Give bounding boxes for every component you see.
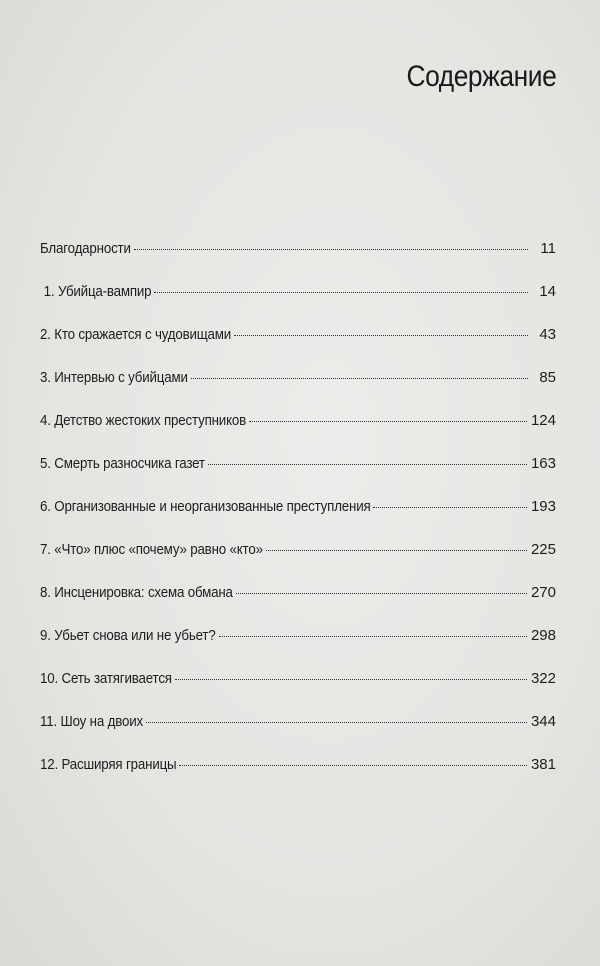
toc-entry-page: 43 <box>539 326 556 343</box>
dot-leader <box>146 722 527 723</box>
toc-entry <box>40 455 556 498</box>
toc-entry-page: 225 <box>530 541 556 558</box>
dot-leader <box>175 679 527 680</box>
toc-entry-title: 1. Убийца-вампир <box>43 284 152 300</box>
toc-entry-page: 14 <box>539 283 556 300</box>
toc-entry-page: 85 <box>539 369 556 386</box>
toc-entry-title: Благодарности <box>40 241 131 257</box>
toc-entry <box>40 713 556 756</box>
toc-entry <box>40 283 556 326</box>
dot-leader <box>266 550 527 551</box>
toc-entry-title: 3. Интервью с убийцами <box>40 370 188 386</box>
toc-entry-page: 124 <box>530 412 556 429</box>
toc-entry-title: 11. Шоу на двоих <box>40 714 143 730</box>
toc-entry <box>40 412 556 455</box>
dot-leader <box>208 464 527 465</box>
toc-entry-page: 381 <box>530 756 556 773</box>
dot-leader <box>191 378 528 379</box>
dot-leader <box>134 249 528 250</box>
toc-entry <box>40 584 556 627</box>
toc-entry <box>40 369 556 412</box>
toc-entry-title: 7. «Что» плюс «почему» равно «кто» <box>40 542 263 558</box>
toc-entry-title: 4. Детство жестоких преступников <box>40 413 247 429</box>
toc-entry-title: 9. Убьет снова или не убьет? <box>40 628 216 644</box>
toc-entry-title: 10. Сеть затягивается <box>40 671 172 687</box>
dot-leader <box>234 335 528 336</box>
toc-entry-title: 6. Организованные и неорганизованные преступления <box>40 499 371 515</box>
toc-entry-page: 344 <box>530 713 556 730</box>
toc-entry-page: 322 <box>530 670 556 687</box>
toc-entry-title: 2. Кто сражается с чудовищами <box>40 327 232 343</box>
dot-leader <box>373 507 527 508</box>
toc-entry-page: 193 <box>530 498 556 515</box>
toc-entry <box>40 756 556 799</box>
page-title: Содержание <box>406 60 556 93</box>
toc-entry <box>40 627 556 670</box>
toc-entry <box>40 240 556 283</box>
toc-entry <box>40 326 556 369</box>
toc-entry-title: 12. Расширяя границы <box>40 757 177 773</box>
dot-leader <box>249 421 527 422</box>
toc-entry <box>40 670 556 713</box>
toc-entry <box>40 541 556 584</box>
dot-leader <box>179 765 527 766</box>
dot-leader <box>219 636 527 637</box>
toc-entry-page: 163 <box>530 455 556 472</box>
toc-entry-page: 270 <box>530 584 556 601</box>
toc-entry-title: 5. Смерть разносчика газет <box>40 456 205 472</box>
toc-entry-title: 8. Инсценировка: схема обмана <box>40 585 233 601</box>
dot-leader <box>236 593 527 594</box>
toc-entry-page: 11 <box>540 240 556 257</box>
table-of-contents <box>40 240 556 799</box>
toc-entry-page: 298 <box>530 627 556 644</box>
toc-entry <box>40 498 556 541</box>
dot-leader <box>154 292 528 293</box>
